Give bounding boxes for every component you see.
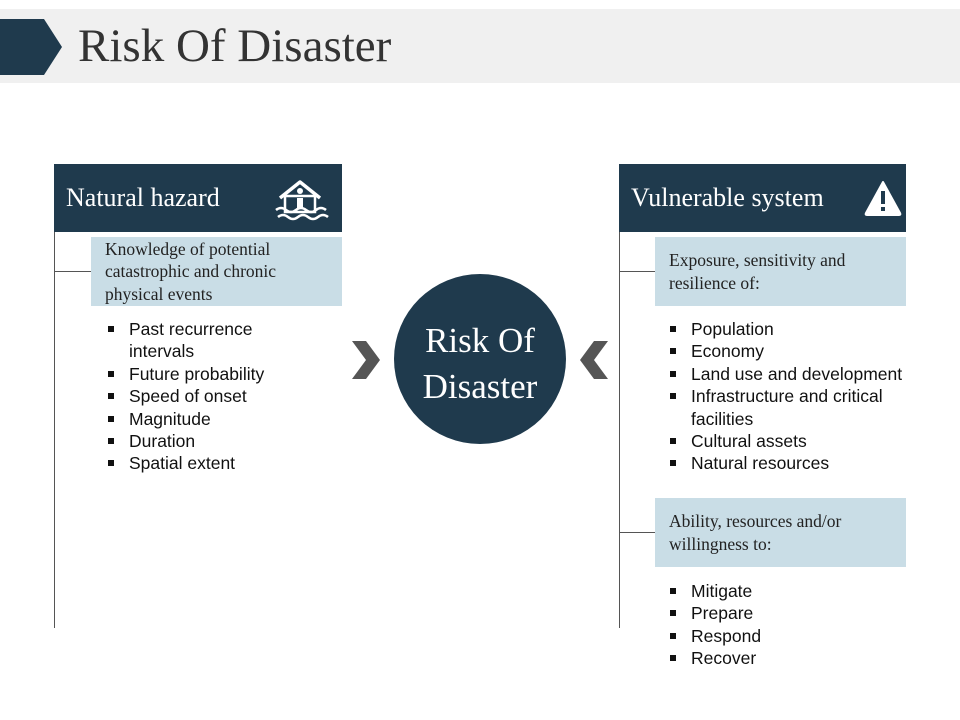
- center-label: [394, 318, 566, 410]
- flooded-house-icon: [274, 176, 330, 222]
- bullet-marker: [670, 393, 676, 399]
- natural-hazard-title: Natural hazard: [66, 183, 220, 212]
- list-item: Respond: [668, 625, 904, 647]
- list-item: Prepare: [668, 602, 904, 624]
- bullet-marker: [670, 460, 676, 466]
- list-item: Past recurrence intervals: [106, 318, 306, 363]
- warning-icon: [864, 180, 902, 216]
- list-item: Land use and development: [668, 363, 904, 385]
- exposure-list: [668, 318, 904, 475]
- list-item: Duration: [106, 430, 306, 452]
- list-item: Population: [668, 318, 904, 340]
- list-item: Recover: [668, 647, 904, 669]
- list-item: Natural resources: [668, 452, 904, 474]
- bullet-marker: [670, 610, 676, 616]
- left-connector-tick: [54, 271, 91, 272]
- ability-subbox-text: Ability, resources and/or willingness to:: [669, 511, 842, 554]
- list-item: Infrastructure and critical facilities: [668, 385, 904, 430]
- bullet-marker: [670, 438, 676, 444]
- bullet-marker: [108, 326, 114, 332]
- list-item: Spatial extent: [106, 452, 306, 474]
- list-item: Mitigate: [668, 580, 904, 602]
- list-item: Cultural assets: [668, 430, 904, 452]
- natural-hazard-subbox-text: Knowledge of potential catastrophic and chronic physical events: [105, 238, 277, 304]
- bullet-marker: [108, 393, 114, 399]
- bullet-marker: [670, 633, 676, 639]
- right-connector-tick-1: [619, 271, 655, 272]
- right-connector-line: [619, 232, 620, 628]
- page-title: Risk Of Disaster: [78, 20, 392, 72]
- list-item: Future probability: [106, 363, 306, 385]
- chevron-left-icon: [578, 341, 610, 379]
- ability-subbox: [655, 498, 906, 567]
- vulnerable-system-title: Vulnerable system: [631, 183, 824, 212]
- bullet-marker: [108, 416, 114, 422]
- bullet-marker: [670, 371, 676, 377]
- bullet-marker: [108, 460, 114, 466]
- exposure-subbox-text: Exposure, sensitivity and resilience of:: [669, 250, 846, 293]
- list-item: Speed of onset: [106, 385, 306, 407]
- center-label-line2: Disaster: [422, 367, 538, 406]
- ability-list: [668, 580, 904, 670]
- bullet-marker: [108, 438, 114, 444]
- center-label-line1: Risk Of: [425, 321, 535, 360]
- list-item: Magnitude: [106, 408, 306, 430]
- bullet-marker: [670, 588, 676, 594]
- exposure-subbox: [655, 237, 906, 306]
- vulnerable-system-header: [619, 164, 906, 232]
- bullet-marker: [670, 655, 676, 661]
- title-arrow-shape: [0, 19, 62, 75]
- bullet-marker: [108, 371, 114, 377]
- natural-hazard-list: [106, 318, 306, 475]
- chevron-right-icon: [350, 341, 382, 379]
- right-connector-tick-2: [619, 532, 655, 533]
- natural-hazard-subbox: [91, 237, 342, 306]
- left-connector-line: [54, 232, 55, 628]
- list-item: Economy: [668, 340, 904, 362]
- bullet-marker: [670, 348, 676, 354]
- bullet-marker: [670, 326, 676, 332]
